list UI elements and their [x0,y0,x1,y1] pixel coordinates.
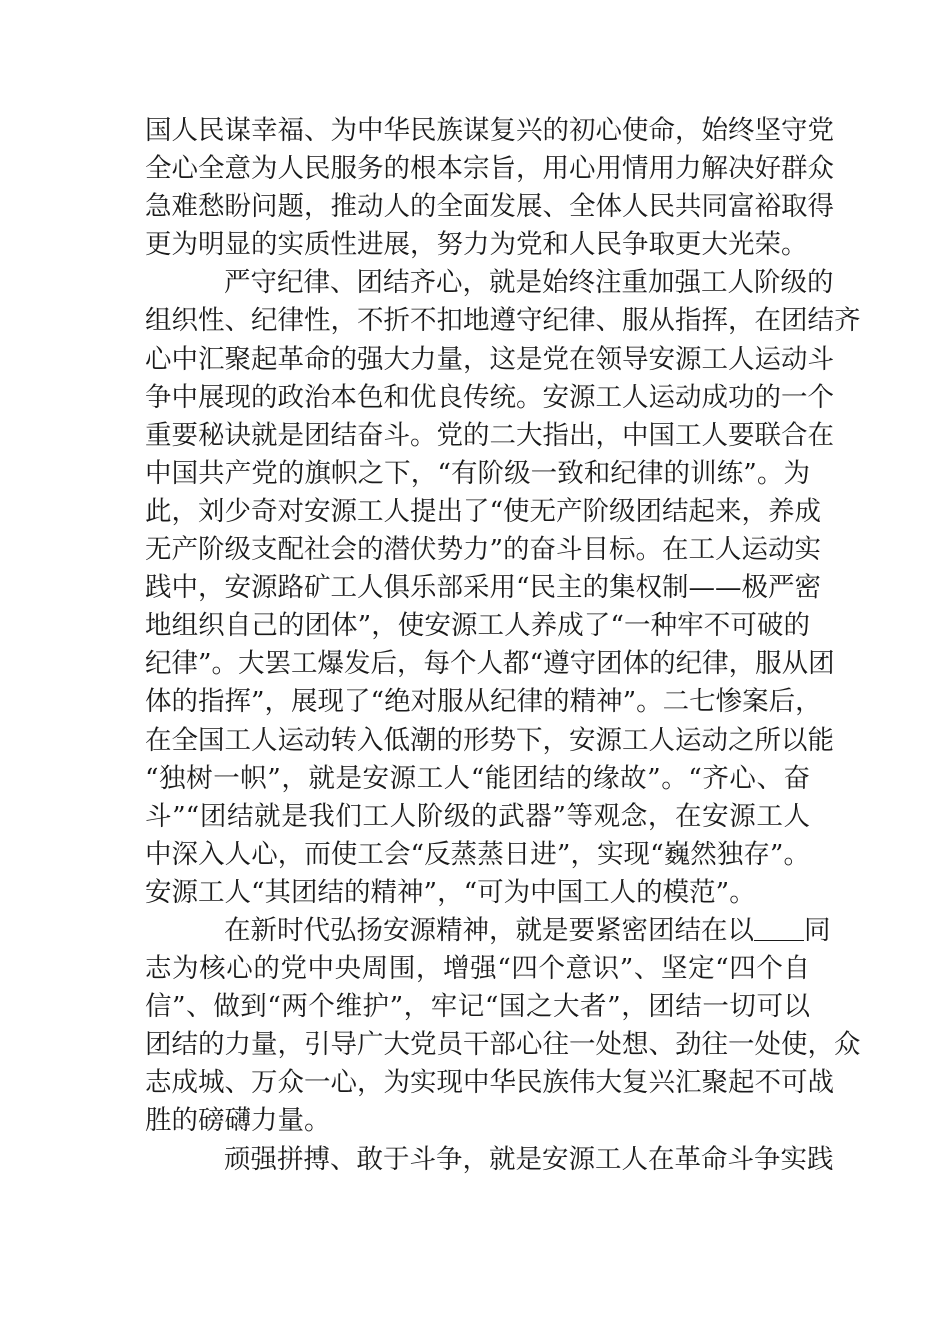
text-line: 志成城、万众一心，为实现中华民族伟大复兴汇聚起不可战 [145,1067,834,1099]
text-line: 体的指挥”，展现了“绝对服从纪律的精神”。二七惨案后， [145,686,822,718]
text-line: 斗”“团结就是我们工人阶级的武器”等观念，在安源工人 [145,800,810,832]
text-line: 地组织自己的团体”，使安源工人养成了“一种牢不可破的 [145,610,810,642]
text-line: 更为明显的实质性进展，努力为党和人民争取更大光荣。 [145,229,808,261]
paragraph [145,112,834,264]
fill-in-blank [754,916,804,941]
text-line: 全心全意为人民服务的根本宗旨，用心用情用力解决好群众 [145,153,834,185]
paragraph [145,264,861,912]
text-line: 重要秘诀就是团结奋斗。党的二大指出，中国工人要联合在 [145,419,834,451]
text-line: 纪律”。大罢工爆发后，每个人都“遵守团体的纪律，服从团 [145,648,835,680]
paragraph [145,912,861,1141]
text-line [145,912,831,950]
text-line: 组织性、纪律性，不折不扣地遵守纪律、服从指挥，在团结齐 [145,305,861,337]
text-line: 践中，安源路矿工人俱乐部采用“民主的集权制——极严密 [145,572,822,604]
text-line: 志为核心的党中央周围，增强“四个意识”、坚定“四个自 [145,953,810,985]
text-segment: 同 [804,914,831,946]
paragraph [145,1141,834,1179]
text-line: “独树一帜”，就是安源工人“能团结的缘故”。“齐心、奋 [145,762,810,794]
text-line: 国人民谋幸福、为中华民族谋复兴的初心使命，始终坚守党 [145,115,834,146]
text-line: 心中汇聚起革命的强大力量，这是党在领导安源工人运动斗 [145,343,834,375]
text-line: 顽强拼搏、敢于斗争，就是安源工人在革命斗争实践 [224,1143,834,1175]
text-line: 无产阶级支配社会的潜伏势力”的奋斗目标。在工人运动实 [145,534,822,566]
text-line: 在全国工人运动转入低潮的形势下，安源工人运动之所以能 [145,724,834,756]
text-line: 中深入人心，而使工会“反蒸蒸日进”，实现“巍然独存”。 [145,838,810,870]
text-segment: 在新时代弘扬安源精神，就是要紧密团结在以 [224,914,754,946]
text-line: 团结的力量，引导广大党员干部心往一处想、劲往一处使，众 [145,1029,861,1061]
text-line: 中国共产党的旗帜之下，“有阶级一致和纪律的训练”。为 [145,457,810,489]
text-line: 争中展现的政治本色和优良传统。安源工人运动成功的一个 [145,381,834,413]
text-line: 此，刘少奇对安源工人提出了“使无产阶级团结起来，养成 [145,495,822,527]
body-text [145,112,861,1179]
text-line: 安源工人“其团结的精神”，“可为中国工人的模范”。 [145,876,756,908]
text-line: 胜的磅礴力量。 [145,1105,331,1137]
text-line: 急难愁盼问题，推动人的全面发展、全体人民共同富裕取得 [145,191,834,223]
text-line: 信”、做到“两个维护”，牢记“国之大者”，团结一切可以 [145,991,810,1023]
text-line: 严守纪律、团结齐心，就是始终注重加强工人阶级的 [224,267,834,299]
